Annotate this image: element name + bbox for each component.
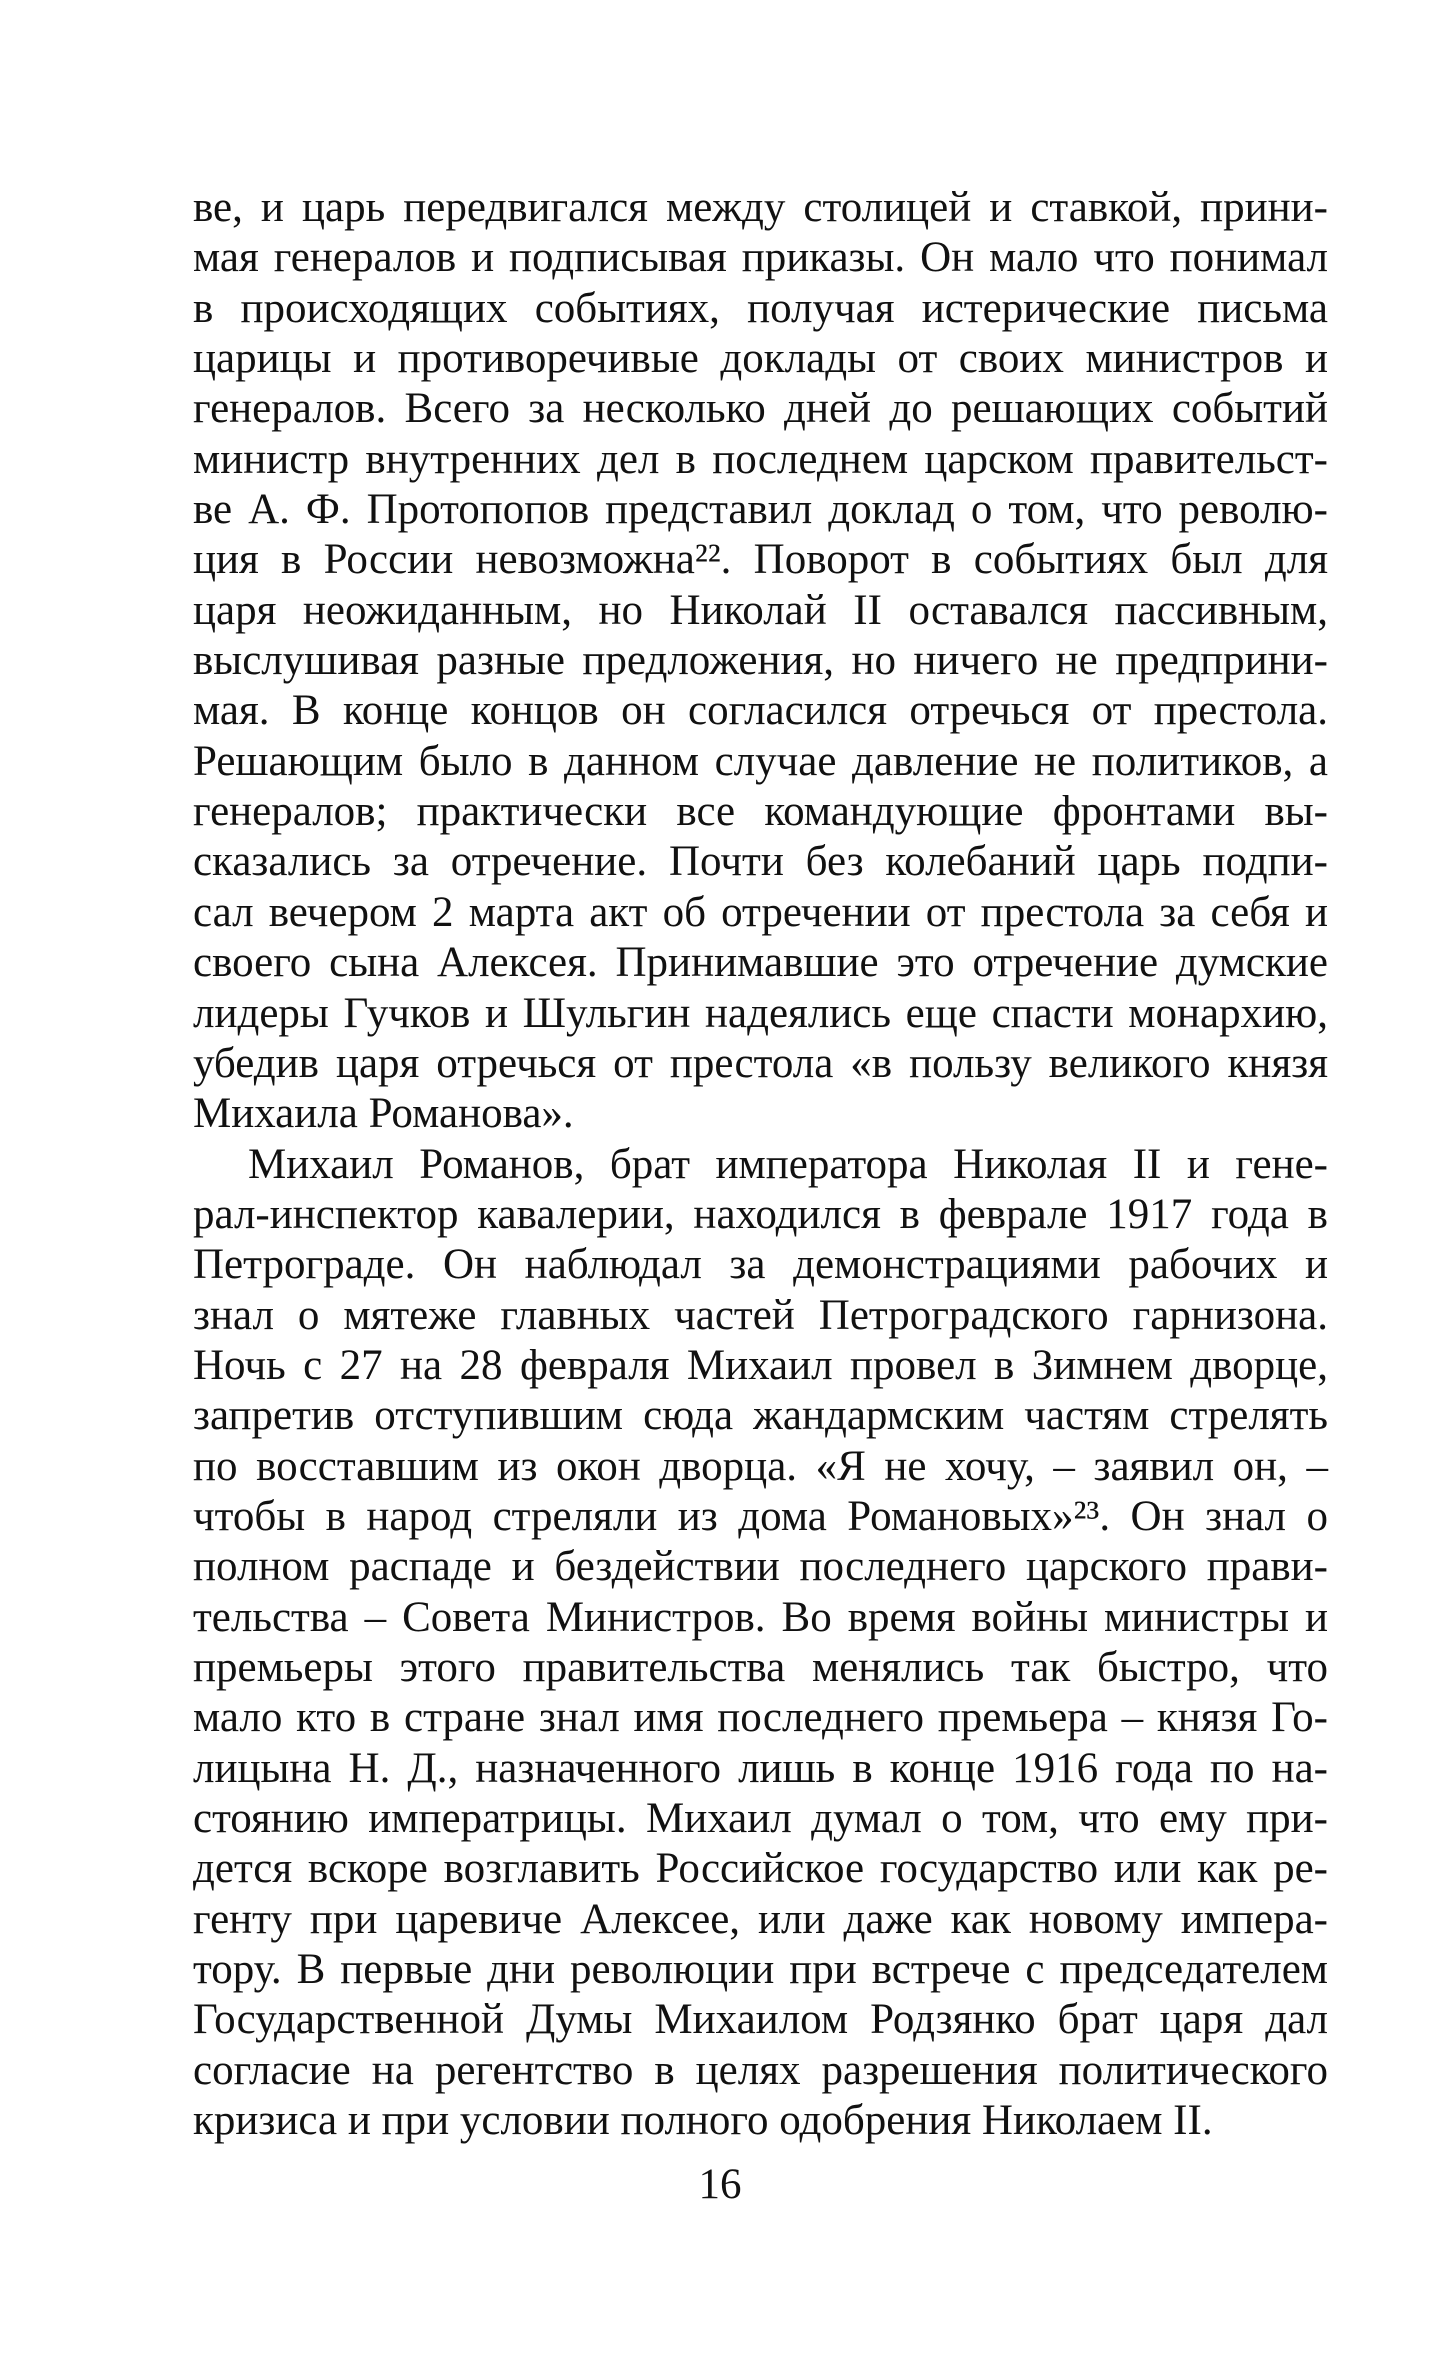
text-line: Государственной Думы Михаилом Родзянко брат царя дал — [193, 1996, 1328, 2044]
text-line: стоянию императрицы. Михаил думал о том, что ему при- — [193, 1795, 1328, 1842]
text-line: запретив отступившим сюда жандармским частям стрелять — [193, 1392, 1328, 1440]
text-line: генералов; практически все командующие фронтами вы- — [193, 788, 1328, 836]
text-line: премьеры этого правительства менялись так быстро, что — [193, 1643, 1328, 1691]
text-line: по восставшим из окон дворца. «Я не хочу, – заявил он, – — [193, 1442, 1328, 1490]
text-line: царя неожиданным, но Николай II оставался пассивным, — [193, 586, 1328, 634]
body-text — [193, 183, 1328, 2146]
text-line: царицы и противоречивые доклады от своих министров и — [193, 335, 1328, 383]
text-line: полном распаде и бездействии последнего царского прави- — [193, 1543, 1328, 1591]
paragraph — [193, 1140, 1328, 2147]
text-line: дется вскоре возглавить Российское государство или как ре- — [193, 1845, 1328, 1893]
text-line: Решающим было в данном случае давление не политиков, а — [193, 737, 1328, 785]
text-line: убедив царя отречься от престола «в пользу великого князя — [193, 1039, 1328, 1087]
text-line: Ночь с 27 на 28 февраля Михаил провел в Зимнем дворце, — [193, 1341, 1328, 1389]
text-line: Михаил Романов, брат императора Николая II и гене- — [248, 1140, 1328, 1188]
text-line: мало кто в стране знал имя последнего премьера – князя Го- — [193, 1694, 1328, 1742]
text-line: в происходящих событиях, получая истерические письма — [193, 284, 1328, 332]
text-line: чтобы в народ стреляли из дома Романовых»²³. Он знал о — [193, 1492, 1328, 1540]
text-line: кризиса и при условии полного одобрения Николаем II. — [193, 2097, 1213, 2145]
paragraph — [193, 183, 1328, 1140]
text-line: министр внутренних дел в последнем царском правительст- — [193, 435, 1328, 483]
text-line: сказались за отречение. Почти без колебаний царь подпи- — [193, 838, 1328, 886]
page-number: 16 — [698, 2161, 742, 2208]
text-line: генту при царевиче Алексее, или даже как новому импера- — [193, 1895, 1328, 1943]
text-line: Петрограде. Он наблюдал за демонстрациями рабочих и — [193, 1241, 1328, 1289]
text-line: тельства – Совета Министров. Во время войны министры и — [193, 1593, 1328, 1641]
text-line: своего сына Алексея. Принимавшие это отречение думские — [193, 939, 1328, 987]
text-line: лидеры Гучков и Шульгин надеялись еще спасти монархию, — [193, 989, 1328, 1037]
text-line: согласие на регентство в целях разрешения политического — [193, 2046, 1328, 2094]
text-line: лицына Н. Д., назначенного лишь в конце 1916 года по на- — [193, 1744, 1328, 1792]
text-line: генералов. Всего за несколько дней до решающих событий — [193, 385, 1328, 433]
text-line: ция в России невозможна²². Поворот в событиях был для — [193, 536, 1328, 584]
text-line: ве, и царь передвигался между столицей и ставкой, прини- — [193, 184, 1328, 231]
text-line: мая генералов и подписывая приказы. Он мало что понимал — [193, 234, 1328, 282]
text-line: сал вечером 2 марта акт об отречении от престола за себя и — [193, 888, 1328, 936]
text-line: мая. В конце концов он согласился отречься от престола. — [193, 687, 1328, 735]
text-line: рал-инспектор кавалерии, находился в феврале 1917 года в — [193, 1190, 1328, 1238]
text-line: знал о мятеже главных частей Петроградского гарнизона. — [193, 1291, 1328, 1339]
text-line: выслушивая разные предложения, но ничего не предприни- — [193, 637, 1328, 685]
text-line: ве А. Ф. Протопопов представил доклад о том, что револю- — [193, 486, 1328, 534]
text-line: Михаила Романова». — [193, 1090, 574, 1138]
text-line: тору. В первые дни революции при встрече с председателем — [193, 1946, 1328, 1994]
